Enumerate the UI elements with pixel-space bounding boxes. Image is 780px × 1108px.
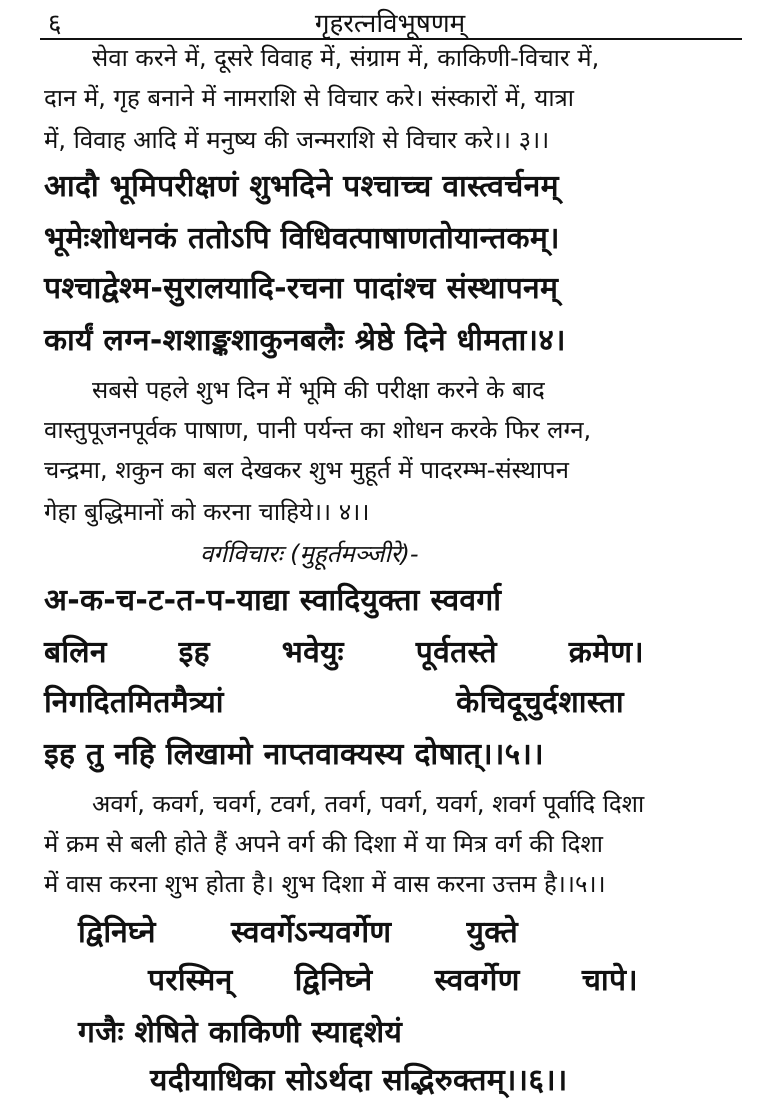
section-heading: वर्गविचारः (मुहूर्तमञ्जीरे)- — [200, 540, 419, 568]
para5-line-3: में वास करना शुभ होता है। शुभ दिशा में वास करना उत्तम है।।५।। — [44, 870, 606, 898]
verse6-line-4-text: यदीयाधिका सोऽर्थदा सद्भिरुक्तम्।।६।। — [150, 1063, 568, 1098]
page-header — [40, 2, 740, 38]
verse5-line-4-text: इह तु नहि लिखामो नाप्तवाक्यस्य दोषात्।।५।। — [44, 737, 544, 772]
para4-line-4: गेहा बुद्धिमानों को करना चाहिये।। ४।। — [44, 498, 370, 526]
verse5-line-1-text: अ-क-च-ट-त-प-याद्या स्वादियुक्ता स्ववर्गा — [44, 583, 502, 618]
verse6-word: स्ववर्गेण — [434, 963, 520, 998]
page-number: ६ — [48, 9, 62, 39]
para4-line-1: सबसे पहले शुभ दिन में भूमि की परीक्षा करने के बाद — [92, 376, 545, 404]
verse6-word: स्ववर्गेऽन्यवर्गेण — [230, 915, 392, 950]
verse6-line-3 — [78, 1015, 403, 1050]
verse5-line-1 — [44, 583, 502, 618]
verse6-line-1 — [78, 915, 518, 950]
verse5-word: केचिदूचुर्दशास्ता — [456, 685, 624, 720]
para5-line-2: में क्रम से बली होते हैं अपने वर्ग की दिशा में या मित्र वर्ग की दिशा — [44, 830, 603, 858]
para4-line-3: चन्द्रमा, शकुन का बल देखकर शुभ मुहूर्त में पादरम्भ-संस्थापन — [44, 456, 569, 484]
verse5-word: क्रमेण। — [568, 635, 644, 670]
verse6-word: चापे। — [581, 963, 638, 998]
verse4-line-2: भूमेःशोधनकं ततोऽपि विधिवत्पाषाणतोयान्तकम्। — [44, 221, 560, 256]
verse6-line-4 — [150, 1063, 568, 1098]
verse5-line-2 — [44, 635, 644, 670]
para1-line-1: सेवा करने में, दूसरे विवाह में, संग्राम में, काकिणी-विचार में, — [92, 44, 600, 72]
verse5-word: निगदितमितमैत्र्यां — [44, 685, 224, 720]
para4-line-2: वास्तुपूजनपूर्वक पाषाण, पानी पर्यन्त का शोधन करके फिर लग्न, — [44, 416, 592, 444]
verse5-word: पूर्वतस्ते — [415, 635, 497, 670]
verse6-line-2 — [148, 963, 638, 998]
header-rule — [40, 38, 742, 40]
verse5-line-3 — [44, 685, 624, 720]
verse6-word: द्विनिघ्ने — [78, 915, 156, 950]
verse5-line-4 — [44, 737, 544, 772]
verse6-word: द्विनिघ्ने — [294, 963, 373, 998]
verse4-line-3: पश्चाद्वेश्म-सुरालयादि-रचना पादांश्च संस्थापनम् — [44, 271, 559, 306]
para1-line-3: में, विवाह आदि में मनुष्य की जन्मराशि से विचार करे।। ३।। — [44, 126, 550, 154]
verse4-line-4: कार्यं लग्न-शशाङ्कशाकुनबलैः श्रेष्ठे दिने धीमता।४। — [44, 323, 566, 358]
para5-line-1: अवर्ग, कवर्ग, चवर्ग, टवर्ग, तवर्ग, पवर्ग, यवर्ग, शवर्ग पूर्वादि दिशा — [92, 790, 645, 818]
verse5-word: भवेयुः — [281, 635, 344, 670]
verse5-word: बलिन — [44, 635, 107, 670]
verse6-word: परस्मिन् — [148, 963, 233, 998]
verse5-word: इह — [178, 635, 210, 670]
verse6-word: युक्ते — [466, 915, 518, 950]
verse6-line-3-text: गजैः शेषिते काकिणी स्याद्दशेयं — [78, 1015, 403, 1050]
running-title: गृहरत्नविभूषणम् — [314, 9, 466, 39]
para1-line-2: दान में, गृह बनाने में नामराशि से विचार करे। संस्कारों में, यात्रा — [44, 84, 575, 112]
verse4-line-1: आदौ भूमिपरीक्षणं शुभदिने पश्चाच्च वास्त्वर्चनम् — [44, 169, 559, 204]
